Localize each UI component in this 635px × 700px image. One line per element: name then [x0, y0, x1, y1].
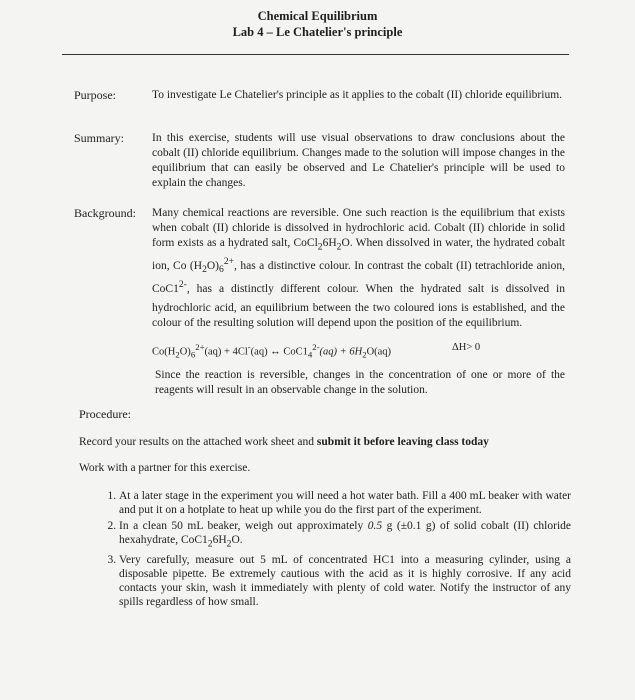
procedure-label: Procedure:	[79, 407, 131, 421]
title-divider	[62, 54, 569, 55]
background-text: Many chemical reactions are reversible. One such reaction is the equilibrium that exists when cobalt (II) chloride is dissolved in hydrochloric acid. Cobalt (II) chloride in solid form exists as a hydrated salt, $CoCl_26H_2O$. When dissolved in water, the hydrated cobalt ion, Co $(H_2O)_6^{2+}$, has a distinctive colour. In contrast the cobalt (II) tetrachloride anion, $CoC1^{2-}$, has a distinctly different colour. When the hydrated salt is dissolved in hydrochloric acid, an equilibrium between the two coloured ions is established, and the colour of the resulting solution will depend upon the position of the equilibrium.	[152, 207, 566, 329]
list-item: 1. At a later stage in the experiment you will need a hot water bath. Fill a 400 mL beaker with water and put it on a hotplate to heat up while you do the first part of the experiment.	[119, 489, 571, 517]
background-label: Background:	[74, 206, 136, 220]
partner-instruction: Work with a partner for this exercise.	[79, 462, 251, 474]
procedure-steps	[100, 489, 571, 611]
background-after-text: Since the reaction is reversible, changes in the concentration of one or more of the reagents will result in an observable change in the solution.	[155, 369, 565, 396]
summary-text: In this exercise, students will use visual observations to draw conclusions about the cobalt (II) chloride equilibrium. Changes made to the solution will impose changes in the equilibrium that can easily be observed and Le Chatelier's principle will be used to explain the changes.	[152, 132, 565, 189]
record-instruction: Record your results on the attached work sheet and submit it before leaving class today	[79, 436, 489, 448]
list-item: 3. Very carefully, measure out 5 mL of concentrated HC1 into a measuring cylinder, using a disposable pipette. Be extremely cautious with the acid as it is highly corrosive. If any acid contacts your skin, wash it immediately with plenty of cold water. Notify the instructor of any spills regardless of how small.	[119, 553, 571, 609]
summary-label: Summary:	[74, 131, 124, 145]
document-subtitle: Lab 4 – Le Chatelier's principle	[232, 25, 403, 39]
equilibrium-equation: $Co(H_2O)_6^{2+}(aq) + 4Cl^-(aq)$ ↔ $CoC1_4^{2-}(aq) + 6H_2O(aq)$	[152, 342, 392, 360]
list-item: 2. In a clean 50 mL beaker, weigh out approximately 0.5 g (±0.1 g) of solid cobalt (II) chloride hexahydrate, $CoC1_26H_2O$.	[119, 519, 571, 551]
purpose-label: Purpose:	[74, 88, 116, 102]
enthalpy-change: ΔH> 0	[452, 342, 481, 353]
purpose-text: To investigate Le Chatelier's principle as it applies to the cobalt (II) chloride equilibrium.	[152, 89, 563, 101]
document-title: Chemical Equilibrium	[257, 9, 378, 23]
